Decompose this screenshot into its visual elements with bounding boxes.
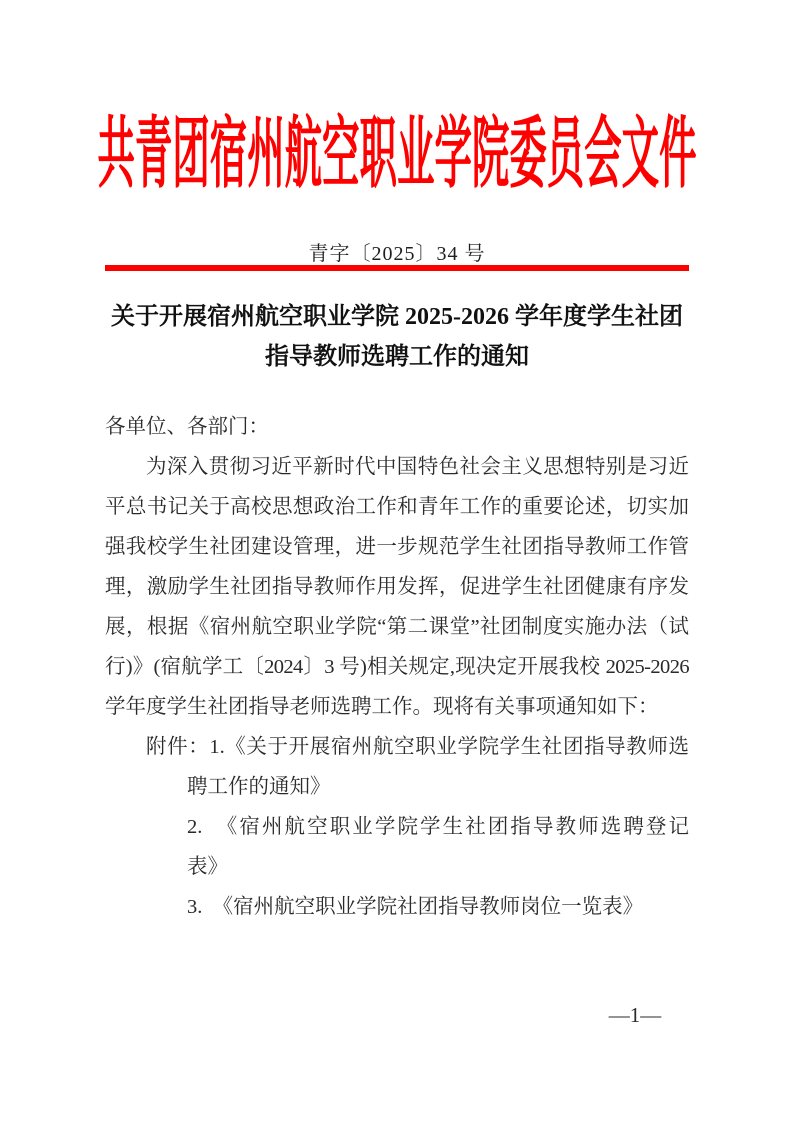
document-title-line-1: 关于开展宿州航空职业学院 2025-2026 学年度学生社团 [111,304,683,330]
document-title [0,297,794,377]
attachment-line: 附件：1.《关于开展宿州航空职业学院学生社团指导教师选 [146,736,689,758]
document-number: 青字〔2025〕34 号 [308,243,486,265]
attachment-line: 聘工作的通知》 [187,776,331,798]
paragraph-line: 强我校学生社团建设管理，进一步规范学生社团指导教师工作管 [105,536,689,558]
attachment-line: 3. 《宿州航空职业学院社团指导教师岗位一览表》 [187,896,644,918]
paragraph-line: 行)》(宿航学工〔2024〕3 号)相关规定,现决定开展我校 2025-2026 [105,656,689,678]
document-title-line-2: 指导教师选聘工作的通知 [265,344,529,370]
letterhead [0,106,794,200]
paragraph-line: 学年度学生社团指导老师选聘工作。现将有关事项通知如下： [105,696,659,718]
salutation: 各单位、各部门： [105,416,269,438]
red-divider-rule [105,265,689,271]
paragraph-line: 为深入贯彻习近平新时代中国特色社会主义思想特别是习近 [146,456,689,478]
document-body [105,407,689,927]
paragraph-line: 平总书记关于高校思想政治工作和青年工作的重要论述，切实加 [105,496,689,518]
attachment-line: 2. 《宿州航空职业学院学生社团指导教师选聘登记 [187,816,689,838]
letterhead-org-title: 共青团宿州航空职业学院委员会文件 [97,109,697,197]
paragraph-line: 理，激励学生社团指导教师作用发挥，促进学生社团健康有序发 [105,576,689,598]
page-number: —1— [608,1003,662,1027]
attachment-line: 表》 [187,856,228,878]
paragraph-line: 展，根据《宿州航空职业学院“第二课堂”社团制度实施办法（试 [105,616,689,638]
